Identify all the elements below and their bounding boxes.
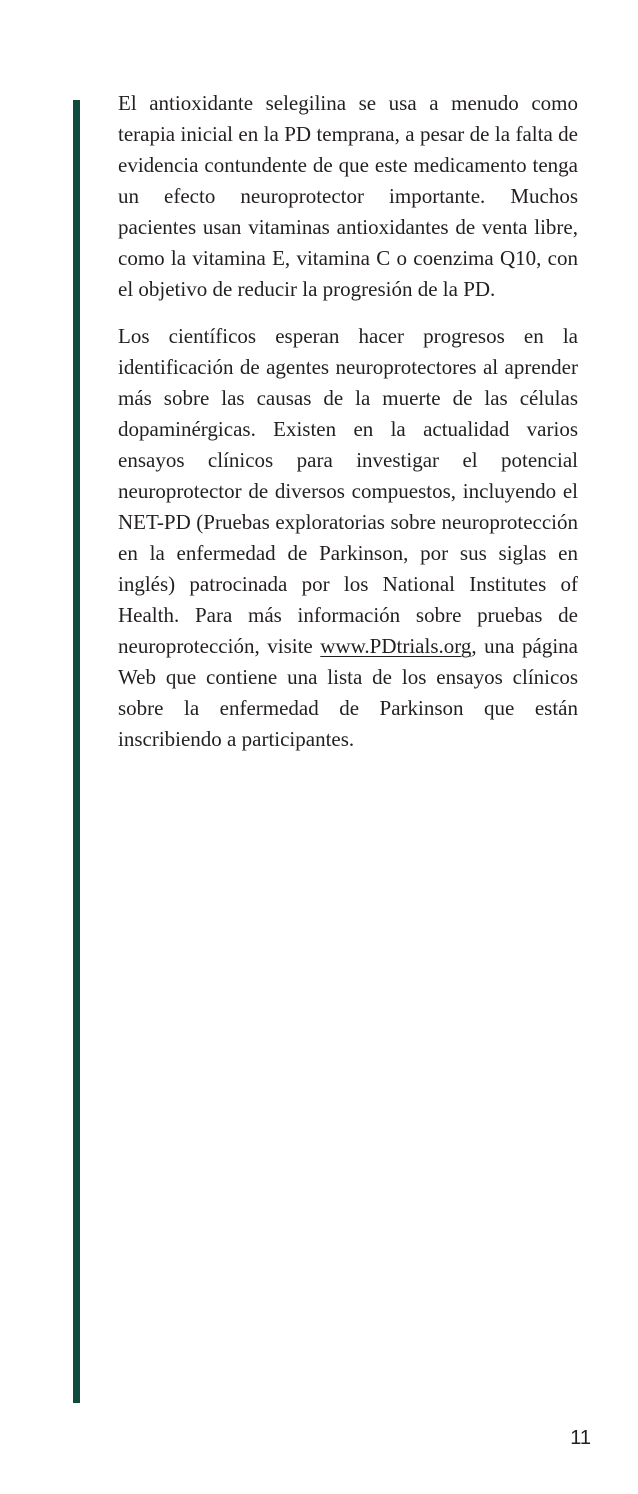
paragraph-neuroproteccion-text-start: Los científicos esperan hacer progresos en la identificación de agentes neuroprotectores al aprender más sobre las causas de la muerte de las células dopaminérgicas. Existen en la actualidad varios ensayos clínicos para investigar el potencial neuroprotector de diversos compuestos, incluyendo el NET-PD (Pruebas exploratorias sobre neuroprotección en la enfermedad de Parkinson, por sus siglas en inglés) patrocinada por los National Institutes of Health. Para más información sobre pruebas de neuroprotección, visite <box>118 324 578 658</box>
margin-rule <box>73 100 80 1403</box>
paragraph-selegilina: El antioxidante selegilina se usa a menudo como terapia inicial en la PD temprana, a pesar de la falta de evidencia contundente de que este medicamento tenga un efecto neuroprotector importante. Muchos pacientes usan vitaminas antioxidantes de venta libre, como la vitamina E, vitamina C o coenzima Q10, con el objetivo de reducir la progresión de la PD. <box>118 91 578 301</box>
paragraph-neuroproteccion-text-end: , una página Web que contiene una lista de los ensayos clínicos sobre la enfermedad de Parkinson que están inscribiendo a participantes. <box>118 634 579 751</box>
page-number: 11 <box>570 1427 591 1449</box>
paragraph-neuroproteccion <box>118 321 578 755</box>
pdtrials-link[interactable]: www.PDtrials.org <box>320 634 472 658</box>
text-column <box>118 88 578 771</box>
